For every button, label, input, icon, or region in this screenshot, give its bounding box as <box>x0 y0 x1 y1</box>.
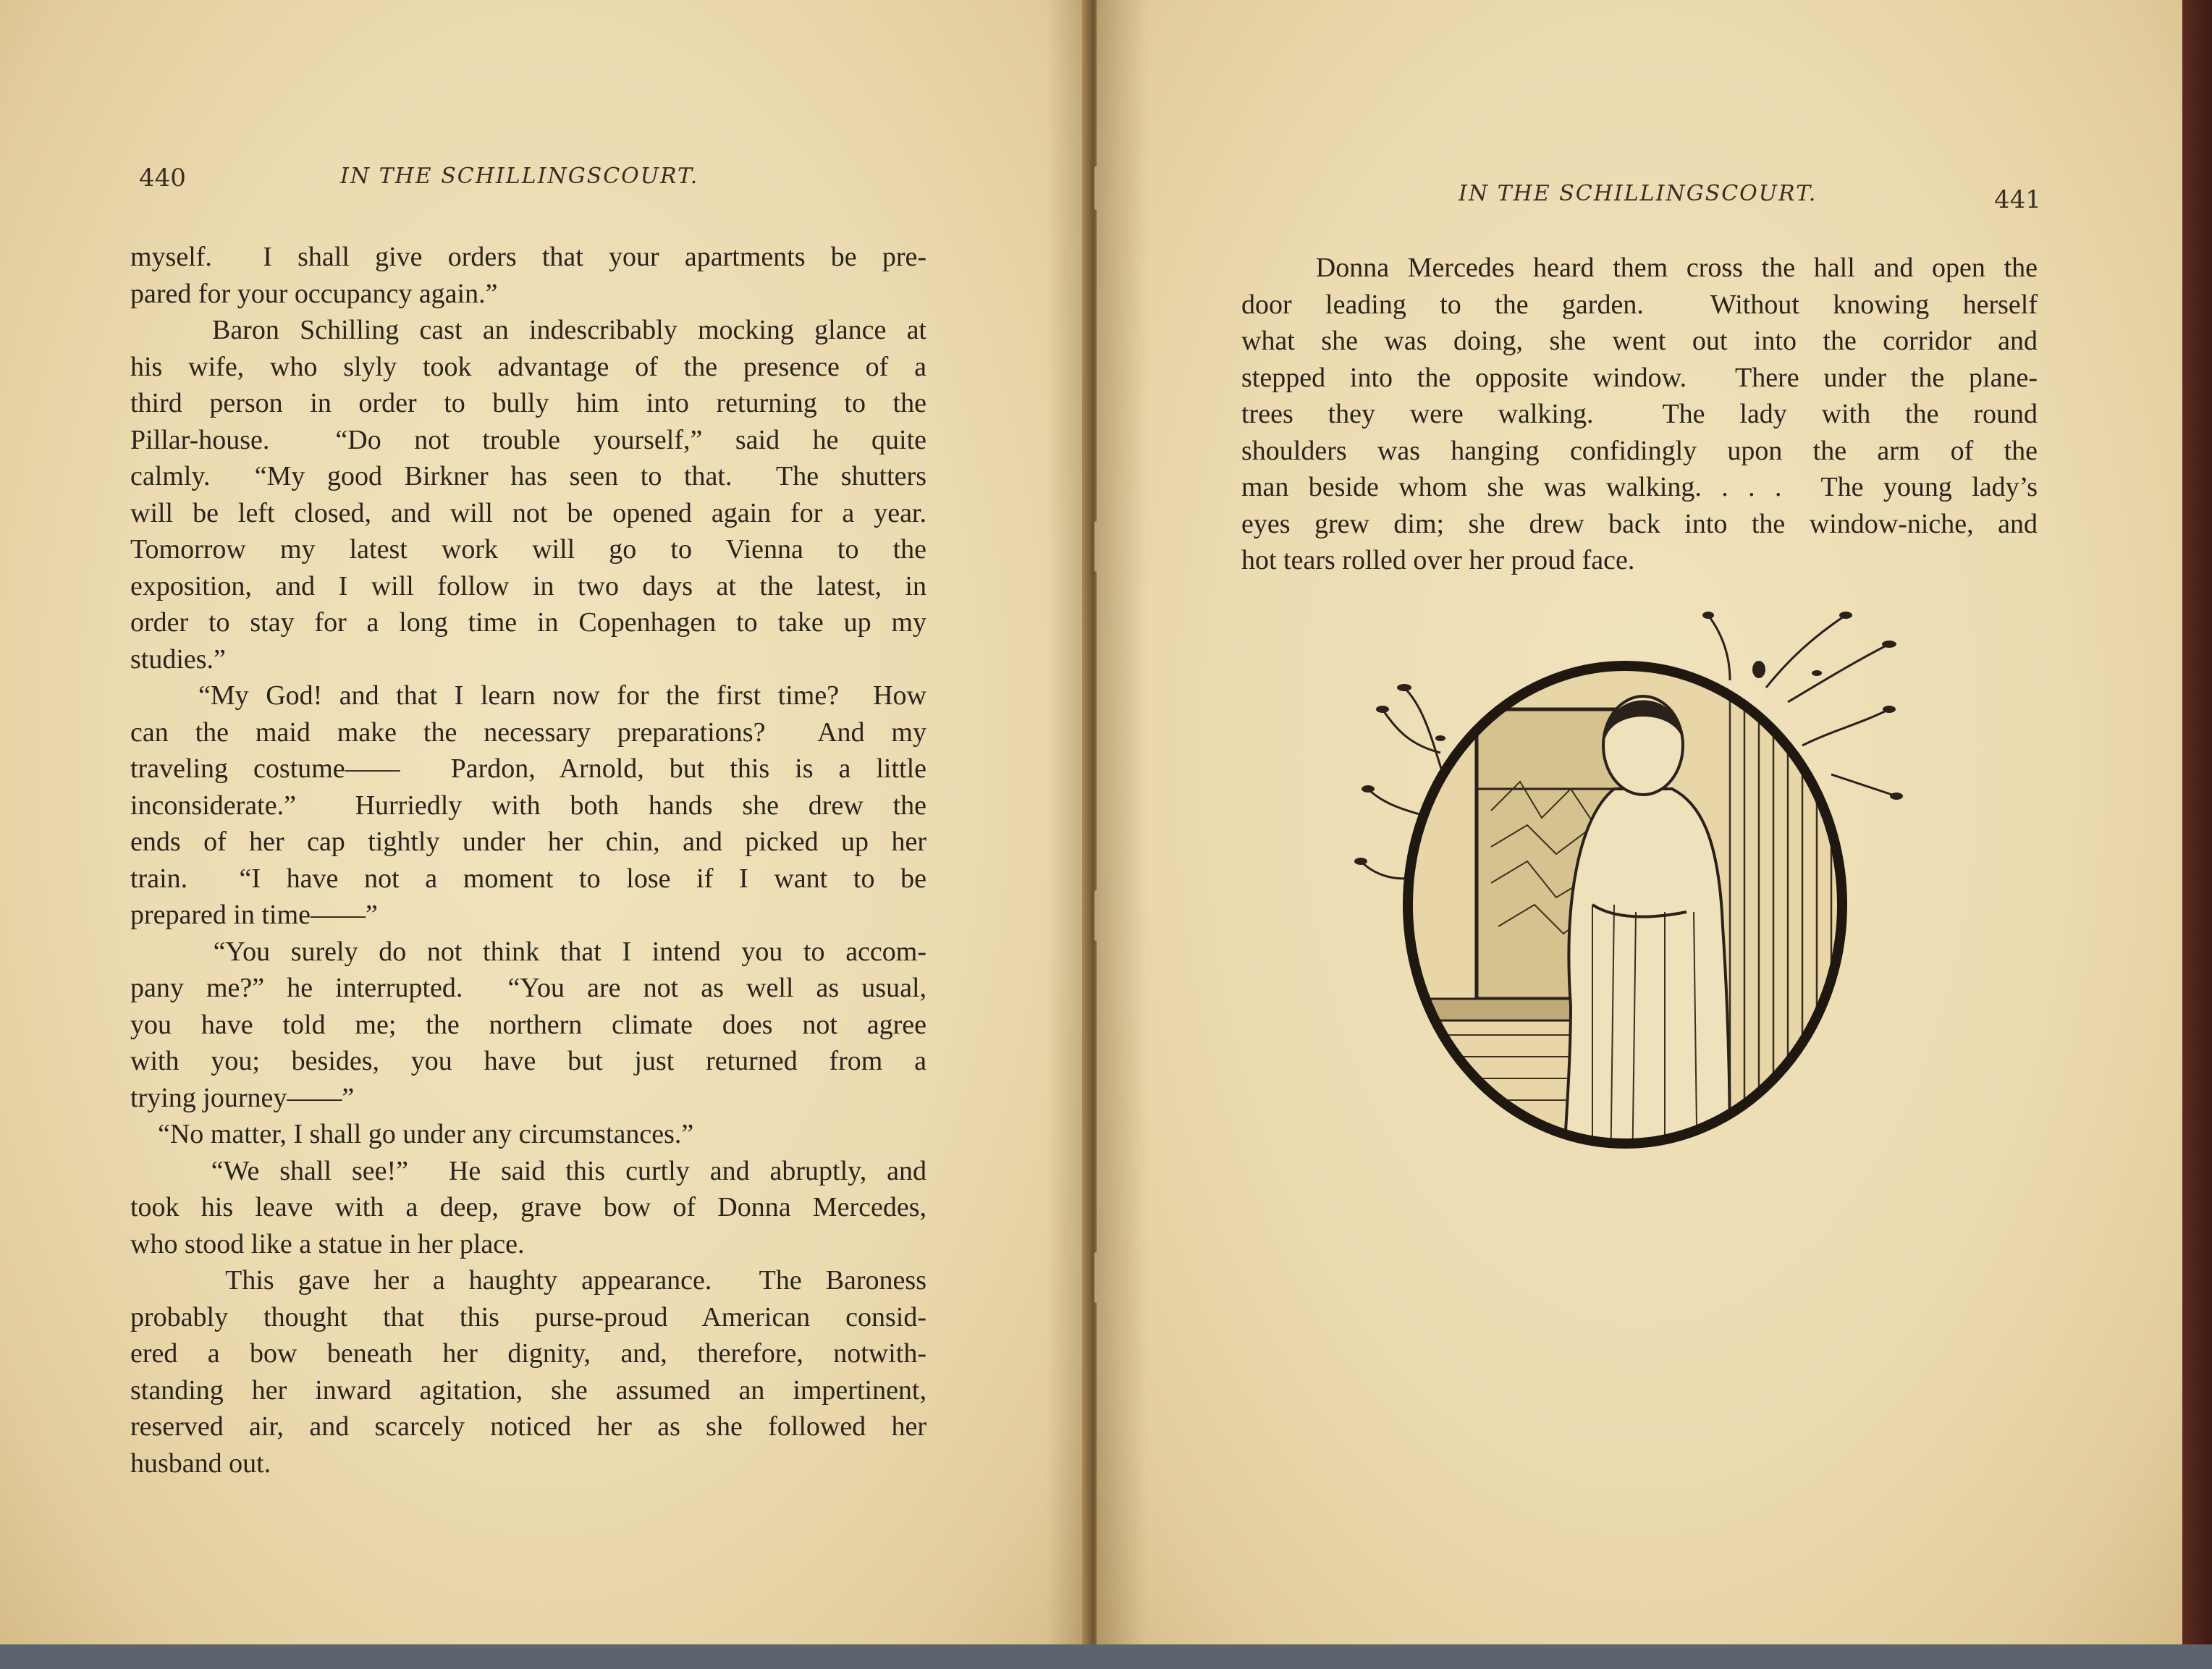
text-line: train. “I have not a moment to lose if I want to be <box>130 863 926 894</box>
text-line: Donna Mercedes heard them cross the hall and open the <box>1241 253 2038 283</box>
text-line: studies.” <box>130 643 226 675</box>
text-line: ered a bow beneath her dignity, and, therefore, notwith- <box>130 1338 926 1369</box>
text-line: standing her inward agitation, she assumed an impertinent, <box>130 1374 926 1406</box>
text-line: Tomorrow my latest work will go to Vienna to the <box>130 534 926 565</box>
text-line: husband out. <box>130 1448 271 1479</box>
text-line: exposition, and I will follow in two days at the latest, in <box>130 570 926 601</box>
text-line: order to stay for a long time in Copenhagen to take up my <box>130 607 926 638</box>
text-line: man beside whom she was walking. . . . The young lady’s <box>1241 472 2038 502</box>
scan-background <box>0 1644 2212 1669</box>
text-line: door leading to the garden. Without knowing herself <box>1241 289 2038 320</box>
right-running-head: IN THE SCHILLINGSCOURT. <box>1459 181 1818 206</box>
text-line: inconsiderate.” Hurriedly with both hands she drew the <box>130 790 926 821</box>
left-running-head: IN THE SCHILLINGSCOURT. <box>340 164 699 189</box>
text-line: prepared in time——” <box>130 900 378 930</box>
text-line: “We shall see!” He said this curtly and abruptly, and <box>130 1155 926 1186</box>
text-line: took his leave with a deep, grave bow of Donna Mercedes, <box>130 1192 926 1222</box>
right-body-text <box>1241 250 2038 579</box>
text-line: eyes grew dim; she drew back into the window-niche, and <box>1241 508 2038 539</box>
text-line: will be left closed, and will not be opened again for a year. <box>130 497 926 528</box>
text-line: pany me?” he interrupted. “You are not as well as usual, <box>130 973 926 1003</box>
text-line: hot tears rolled over her proud face. <box>1241 545 1635 575</box>
left-page-number: 440 <box>139 164 186 193</box>
text-line: you have told me; the northern climate does not agree <box>130 1009 926 1040</box>
text-line: This gave her a haughty appearance. The Baroness <box>130 1265 926 1296</box>
text-line: his wife, who slyly took advantage of the presence of a <box>130 351 926 382</box>
text-line: trying journey——” <box>130 1082 355 1113</box>
text-line: “My God! and that I learn now for the first time? How <box>130 680 926 711</box>
text-line: what she was doing, she went out into the corridor and <box>1241 326 2038 356</box>
text-line: Pillar-house. “Do not trouble yourself,” said he quite <box>130 424 926 455</box>
text-line: “You surely do not think that I intend you to accom- <box>130 936 926 967</box>
text-line: probably thought that this purse-proud American consid- <box>130 1301 926 1332</box>
left-body-text <box>130 239 926 1482</box>
right-page-number: 441 <box>1994 185 2041 214</box>
gutter-shadow <box>1097 0 1147 1669</box>
text-line: myself. I shall give orders that your apartments be pre- <box>130 242 926 272</box>
text-line: shoulders was hanging confidingly upon the arm of the <box>1241 435 2038 466</box>
illustration-woman-at-window <box>1325 601 1925 1209</box>
text-line: pared for your occupancy again.” <box>130 278 498 309</box>
text-line: calmly. “My good Birkner has seen to that. The shutters <box>130 461 926 491</box>
text-line: reserved air, and scarcely noticed her as she followed her <box>130 1411 926 1442</box>
text-line: trees they were walking. The lady with the round <box>1241 399 2038 429</box>
text-line: stepped into the opposite window. There under the plane- <box>1241 362 2038 393</box>
text-line: with you; besides, you have but just returned from a <box>130 1046 926 1076</box>
text-line: traveling costume—— Pardon, Arnold, but this is a little <box>130 753 926 784</box>
text-line: can the maid make the necessary preparations? And my <box>130 717 926 748</box>
text-line: who stood like a statue in her place. <box>130 1228 525 1259</box>
text-line: Baron Schilling cast an indescribably mocking glance at <box>130 315 926 345</box>
left-page <box>0 0 1089 1669</box>
text-line: “No matter, I shall go under any circumstances.” <box>130 1119 694 1149</box>
book-cover-edge <box>2182 0 2212 1669</box>
text-line: third person in order to bully him into returning to the <box>130 388 926 418</box>
text-line: ends of her cap tightly under her chin, and picked up her <box>130 827 926 857</box>
